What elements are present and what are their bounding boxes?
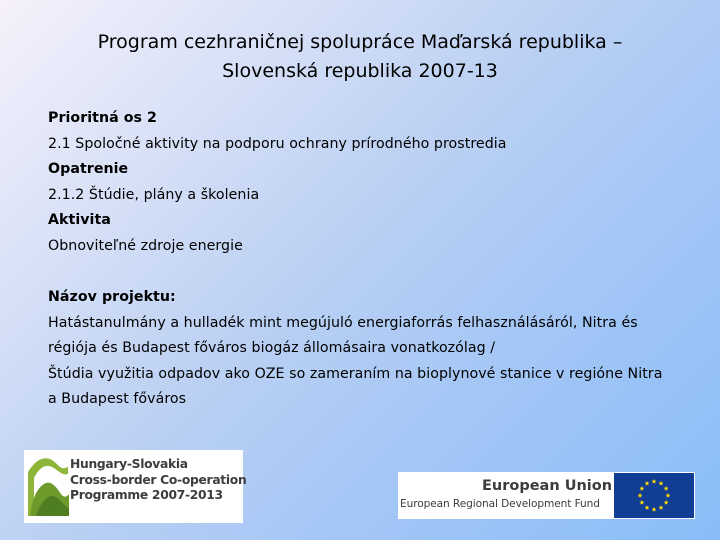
eu-star-icon — [645, 505, 650, 510]
title-line-1: Program cezhraničnej spolupráce Maďarská republika – — [97, 31, 623, 53]
eu-star-icon — [645, 481, 650, 486]
project-line-3: Štúdia využitia odpadov ako OZE so zameraním na bioplynové stanice v regióne Nitra — [48, 365, 663, 382]
green-hills-icon — [24, 450, 72, 523]
project-details — [48, 106, 688, 413]
hungary-slovakia-logo — [24, 450, 247, 523]
measure-label: Opatrenie — [48, 161, 129, 177]
eu-star-icon — [639, 486, 644, 491]
hs-logo-line-2: Cross-border Co-operation — [70, 472, 247, 487]
eu-star-icon — [659, 505, 664, 510]
measure-value: 2.1.2 Štúdie, plány a školenia — [48, 186, 260, 203]
eu-star-icon — [659, 481, 664, 486]
title-line-2: Slovenská republika 2007-13 — [222, 60, 498, 82]
priority-value: 2.1 Spoločné aktivity na podporu ochrany prírodného prostredia — [48, 135, 507, 152]
eu-logo-subtitle: European Regional Development Fund — [400, 498, 600, 510]
priority-label: Prioritná os 2 — [48, 110, 157, 126]
activity-label: Aktivita — [48, 212, 111, 228]
project-line-1: Hatástanulmány a hulladék mint megújuló energiaforrás felhasználásáról, Nitra és — [48, 314, 638, 331]
hs-logo-line-3: Programme 2007-2013 — [70, 488, 223, 502]
project-label: Názov projektu: — [48, 289, 176, 305]
eu-flag-icon — [614, 473, 694, 518]
eu-star-icon — [664, 486, 669, 491]
eu-logo — [398, 472, 695, 519]
eu-star-icon — [652, 479, 657, 484]
eu-star-icon — [664, 500, 669, 505]
eu-star-icon — [666, 493, 671, 498]
eu-star-icon — [638, 493, 643, 498]
project-line-4: a Budapest főváros — [48, 391, 187, 407]
eu-star-icon — [639, 500, 644, 505]
eu-star-icon — [652, 507, 657, 512]
activity-value: Obnoviteľné zdroje energie — [48, 237, 243, 254]
page-title — [30, 28, 690, 86]
project-line-2: régiója és Budapest főváros biogáz állomásaira vonatkozólag / — [48, 340, 496, 356]
hs-logo-line-1: Hungary-Slovakia — [70, 457, 188, 471]
eu-logo-title: European Union — [482, 478, 613, 494]
eu-stars — [614, 473, 694, 518]
